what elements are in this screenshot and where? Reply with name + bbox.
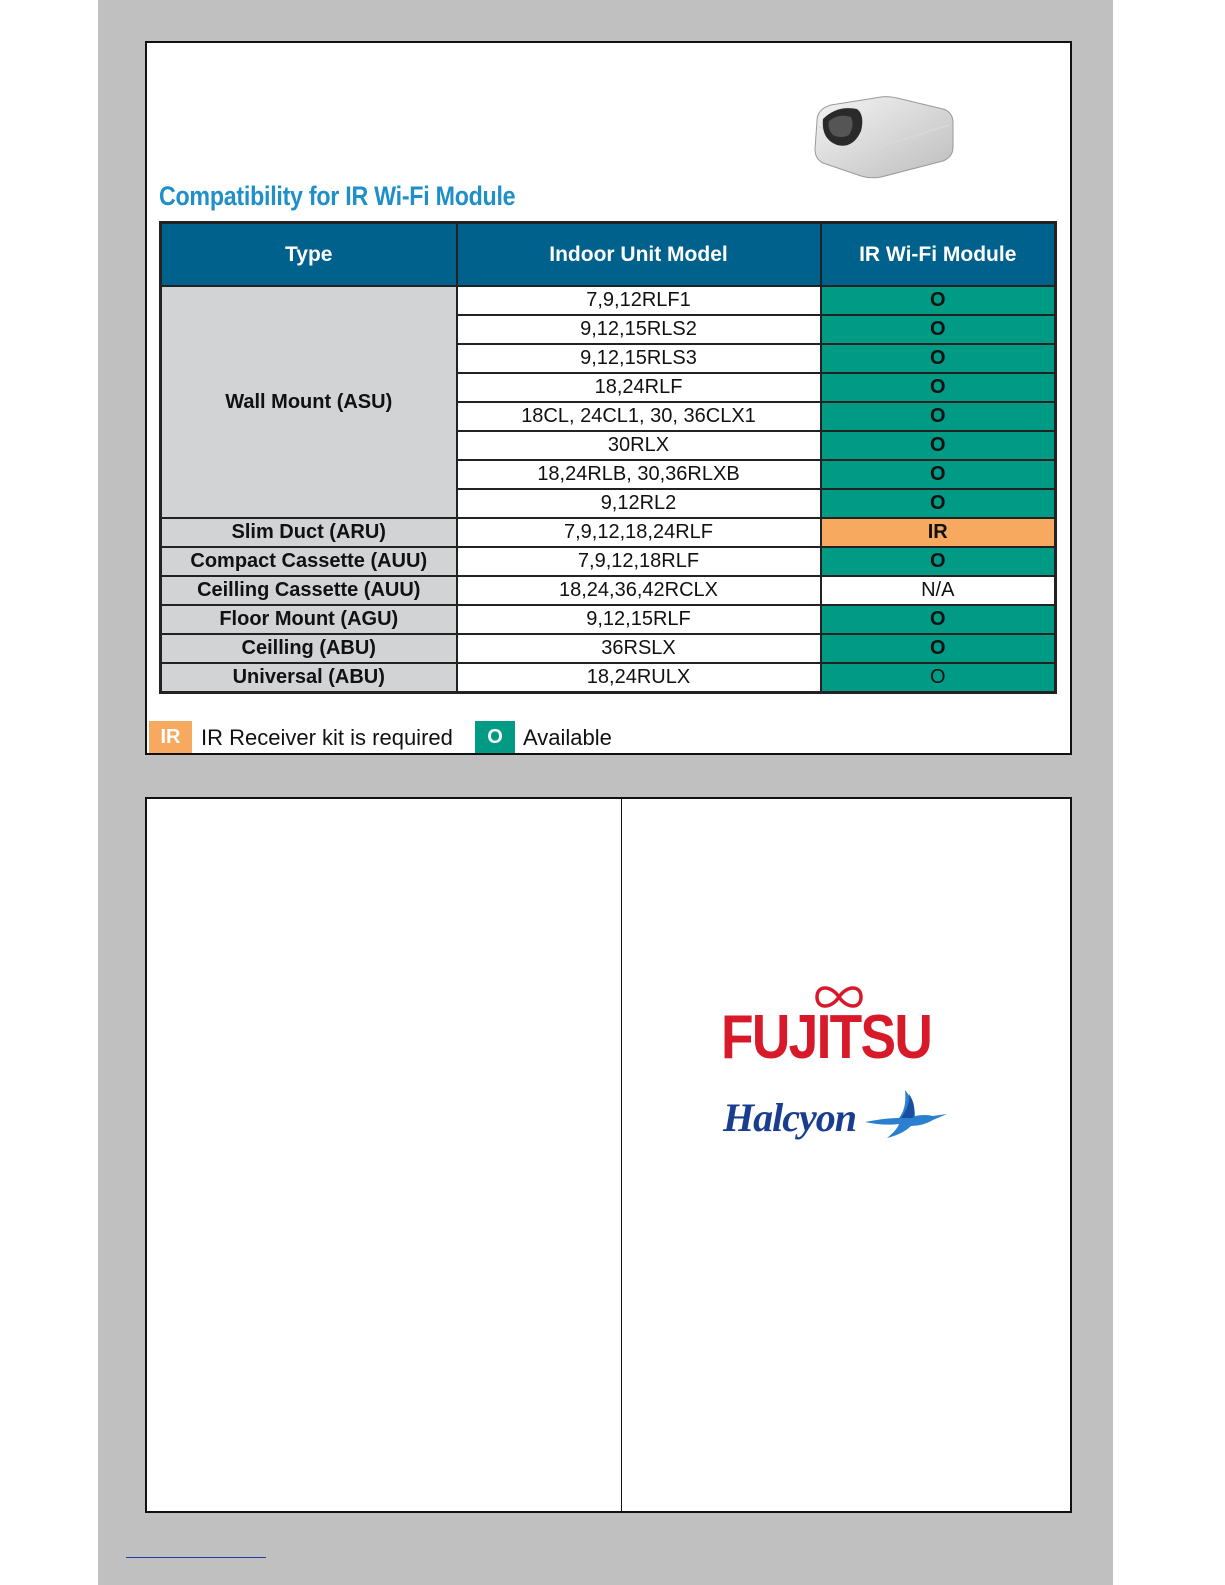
model-cell: 30RLX (457, 431, 821, 460)
model-cell: 9,12,15RLS3 (457, 344, 821, 373)
kingfisher-icon (863, 1088, 949, 1144)
model-cell: 9,12RL2 (457, 489, 821, 518)
type-cell: Slim Duct (ARU) (161, 518, 457, 547)
type-cell-wall-mount: Wall Mount (ASU) (161, 286, 457, 518)
status-cell: O (821, 460, 1056, 489)
legend-available-text: Available (523, 725, 612, 750)
type-cell: Ceilling (ABU) (161, 634, 457, 663)
fujitsu-logo: FUJITSU (721, 1003, 932, 1072)
status-cell: O (821, 286, 1056, 315)
type-cell: Universal (ABU) (161, 663, 457, 693)
type-cell: Compact Cassette (AUU) (161, 547, 457, 576)
legend-available-badge: O (475, 721, 515, 753)
header-type: Type (161, 223, 457, 287)
legend-ir-badge: IR (149, 721, 192, 753)
link-underline (126, 1557, 266, 1558)
model-cell: 7,9,12RLF1 (457, 286, 821, 315)
model-cell: 9,12,15RLS2 (457, 315, 821, 344)
status-cell: N/A (821, 576, 1056, 605)
model-cell: 18,24,36,42RCLX (457, 576, 821, 605)
fold-divider (621, 799, 622, 1511)
status-cell: O (821, 344, 1056, 373)
model-cell: 18,24RLB, 30,36RLXB (457, 460, 821, 489)
back-cover-panel (145, 797, 1072, 1513)
status-cell: O (821, 663, 1056, 693)
halcyon-logo: Halcyon (723, 1095, 856, 1140)
status-cell: O (821, 315, 1056, 344)
compatibility-panel (145, 41, 1072, 755)
model-cell: 18CL, 24CL1, 30, 36CLX1 (457, 402, 821, 431)
type-cell: Ceilling Cassette (AUU) (161, 576, 457, 605)
status-cell: O (821, 402, 1056, 431)
table-row (161, 663, 1056, 693)
table-row (161, 518, 1056, 547)
wifi-module-image (809, 91, 959, 181)
legend (149, 721, 749, 753)
status-cell: O (821, 489, 1056, 518)
status-cell: O (821, 373, 1056, 402)
table-row (161, 605, 1056, 634)
model-cell: 36RSLX (457, 634, 821, 663)
model-cell: 7,9,12,18,24RLF (457, 518, 821, 547)
brand-logo (717, 984, 957, 1174)
left-margin (0, 0, 98, 1585)
legend-ir-text: IR Receiver kit is required (201, 725, 453, 750)
status-cell: O (821, 605, 1056, 634)
status-cell: O (821, 634, 1056, 663)
table-header-row (161, 223, 1056, 287)
table-row (161, 286, 1056, 315)
status-cell: IR (821, 518, 1056, 547)
status-cell: O (821, 431, 1056, 460)
table-row (161, 576, 1056, 605)
model-cell: 9,12,15RLF (457, 605, 821, 634)
right-margin (1113, 0, 1225, 1585)
model-cell: 18,24RLF (457, 373, 821, 402)
header-indoor-unit-model: Indoor Unit Model (457, 223, 821, 287)
model-cell: 7,9,12,18RLF (457, 547, 821, 576)
section-title: Compatibility for IR Wi-Fi Module (159, 181, 516, 211)
table-row (161, 634, 1056, 663)
type-cell: Floor Mount (AGU) (161, 605, 457, 634)
compatibility-table (159, 221, 1057, 694)
table-row (161, 547, 1056, 576)
header-ir-wifi-module: IR Wi-Fi Module (821, 223, 1056, 287)
model-cell: 18,24RULX (457, 663, 821, 693)
status-cell: O (821, 547, 1056, 576)
